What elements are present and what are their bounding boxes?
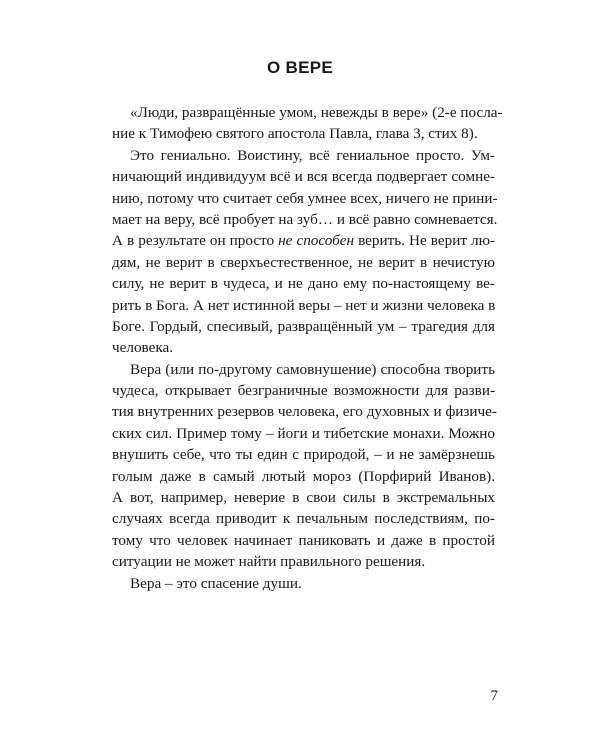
text-line: Боге. Гордый, спесивый, развращённый ум – трагедия для [112, 317, 495, 335]
text-line: мает на веру, всё пробует на зуб… и всё равно сомневается. [112, 210, 498, 228]
text-line: тому что человек начинает паниковать и даже в простой [112, 531, 495, 549]
text-line: силу, не верит в чудеса, и не дано ему по-настоящему ве- [112, 275, 495, 293]
text-line: ние к Тимофею святого апостола Павла, глава 3, стих 8). [112, 125, 478, 143]
page-title: О ВЕРЕ [266, 58, 334, 77]
text-line: ничающий индивидуум всё и вся всегда подвергает сомне- [112, 168, 495, 186]
text-segment: верить. Не верит лю- [354, 232, 496, 250]
text-line: голым даже в самый лютый мороз (Порфирий Иванов). [112, 467, 495, 485]
text-line: дям, не верит в сверхъестественное, не верит в нечистую [112, 253, 495, 271]
text-line: человека. [112, 339, 174, 357]
text-line: рить в Бога. А нет истинной веры – нет и жизни человека в [112, 296, 496, 314]
text-segment: А в результате он просто [112, 232, 279, 250]
text-line: А вот, например, неверие в свои силы в экстремальных [112, 489, 495, 507]
text-line [112, 230, 495, 251]
body-text [112, 102, 503, 594]
text-line: Вера (или по-другому самовнушение) способна творить [130, 360, 495, 378]
text-line: Вера – это спасение души. [130, 574, 302, 592]
text-line: тия внутренних резервов человека, его духовных и физиче- [112, 403, 497, 421]
emphasis-text: не способен [278, 232, 355, 250]
text-line: Это гениально. Воистину, всё гениальное просто. Ум- [130, 146, 495, 164]
text-line: нию, потому что считает себя умнее всех, ничего не прини- [112, 189, 498, 207]
text-line: ситуации не может найти правильного решения. [112, 553, 426, 571]
text-line: ских сил. Пример тому – йоги и тибетские монахи. Можно [112, 424, 495, 442]
text-line: случаях всегда приводит к печальным последствиям, по- [112, 510, 495, 528]
text-line: чудеса, открывает безграничные возможности для разви- [112, 382, 495, 400]
text-line: «Люди, развращённые умом, невежды в вере» (2-е посла- [130, 104, 503, 121]
page-number: 7 [490, 688, 498, 704]
text-line: внушить себе, что ты един с природой, – и не замёрзнешь [112, 446, 495, 464]
